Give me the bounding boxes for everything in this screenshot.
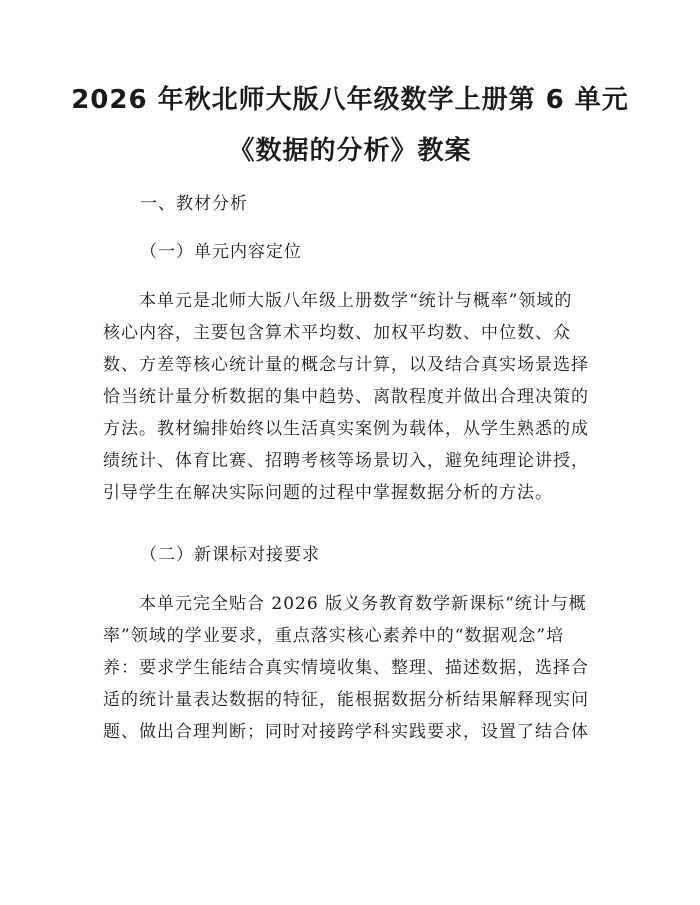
subsection-heading-curriculum-requirements: （二）新课标对接要求 <box>140 545 320 565</box>
paragraph-line: 绩统计、体育比赛、招聘考核等场景切入，避免纯理论讲授， <box>103 451 589 471</box>
paragraph-line: 适的统计量表达数据的特征，能根据数据分析结果解释现实问 <box>103 690 589 710</box>
paragraph-line: 本单元完全贴合 2026 版义务教育数学新课标“统计与概 <box>139 594 587 614</box>
document-title-line-2: 《数据的分析》教案 <box>228 136 472 166</box>
subsection-heading-unit-positioning: （一）单元内容定位 <box>140 242 302 262</box>
paragraph-unit-positioning <box>103 285 601 509</box>
paragraph-line: 引导学生在解决实际问题的过程中掌握数据分析的方法。 <box>103 483 553 503</box>
paragraph-line: 恰当统计量分析数据的集中趋势、离散程度并做出合理决策的 <box>103 387 589 407</box>
section-heading-teaching-material-analysis: 一、教材分析 <box>140 194 248 214</box>
paragraph-line: 率”领域的学业要求，重点落实核心素养中的“数据观念”培 <box>103 626 565 646</box>
paragraph-line: 本单元是北师大版八年级上册数学“统计与概率”领域的 <box>139 291 573 311</box>
paragraph-line: 数、方差等核心统计量的概念与计算，以及结合真实场景选择 <box>103 355 589 375</box>
paragraph-curriculum-requirements <box>103 588 601 748</box>
paragraph-line: 题、做出合理判断；同时对接跨学科实践要求，设置了结合体 <box>103 722 589 742</box>
paragraph-line: 养：要求学生能结合真实情境收集、整理、描述数据，选择合 <box>103 658 589 678</box>
paragraph-line: 方法。教材编排始终以生活真实案例为载体，从学生熟悉的成 <box>103 419 589 439</box>
paragraph-line: 核心内容，主要包含算术平均数、加权平均数、中位数、众 <box>103 323 571 343</box>
document-title-line-1: 2026 年秋北师大版八年级数学上册第 6 单元 <box>71 85 629 115</box>
